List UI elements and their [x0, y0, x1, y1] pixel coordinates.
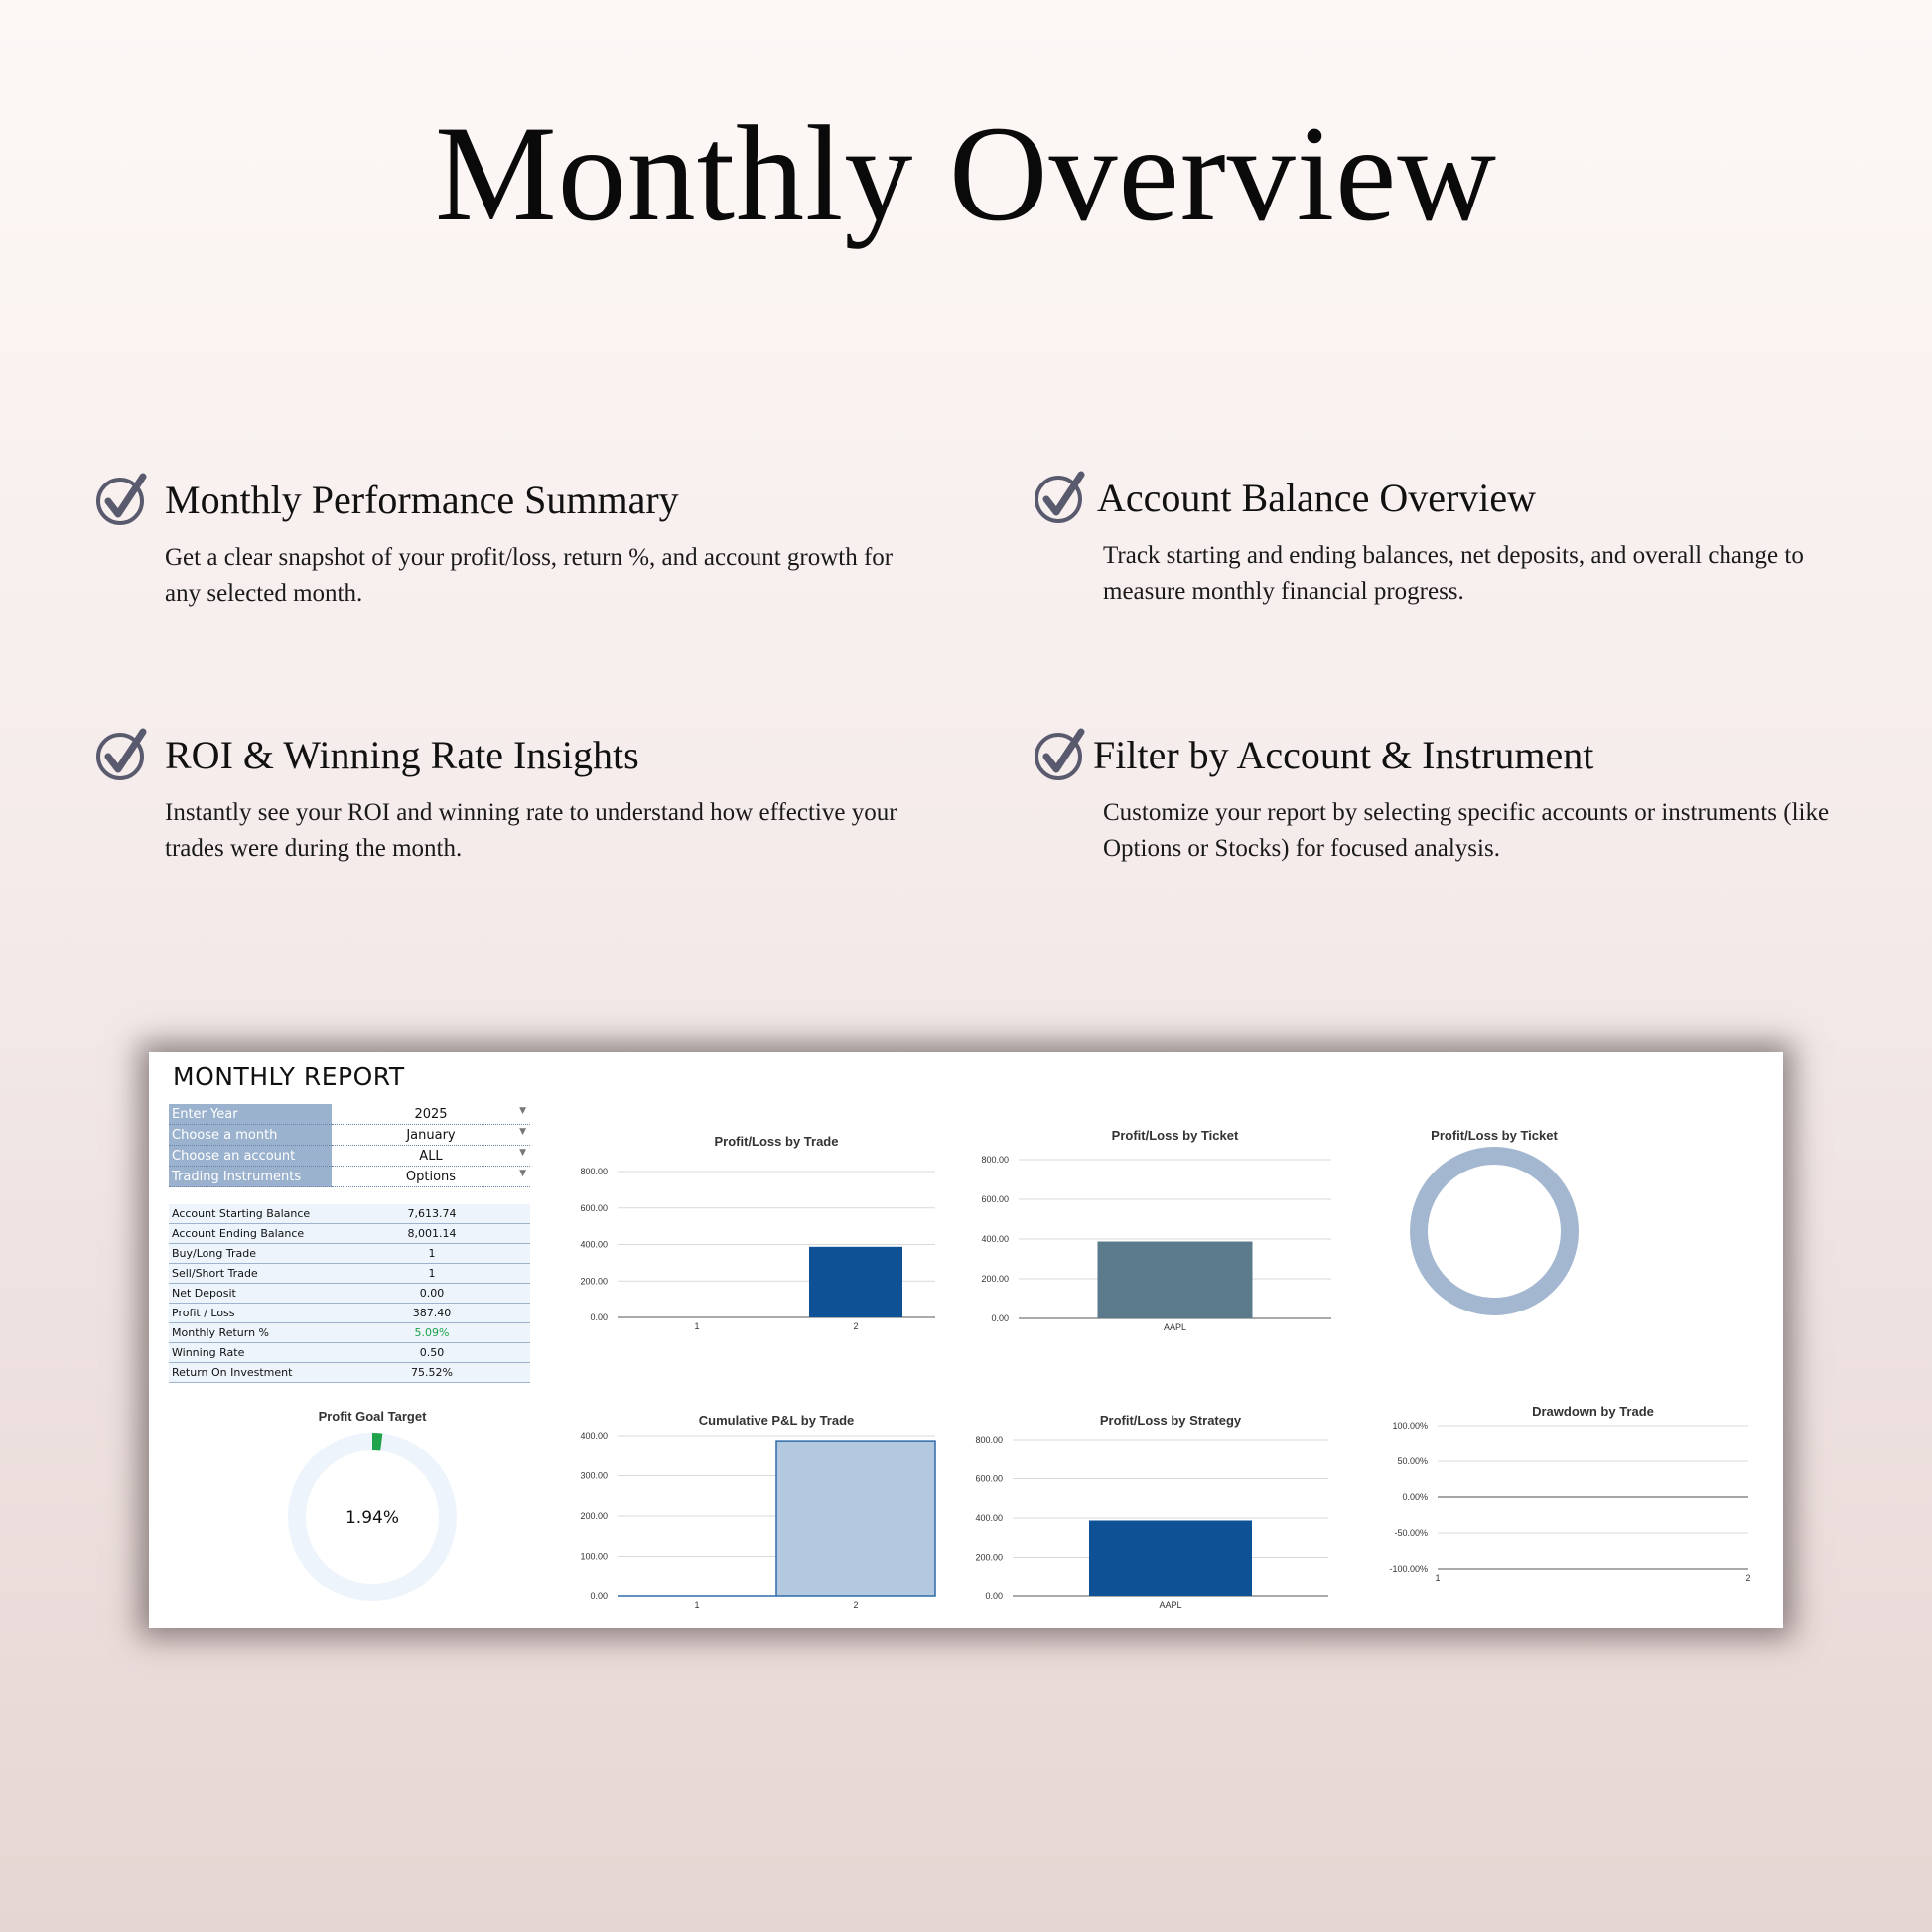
- stat-label: Monthly Return %: [169, 1323, 334, 1343]
- selector-label: Choose a month: [169, 1125, 332, 1146]
- y-tick-label: 800.00: [981, 1155, 1009, 1165]
- dropdown-arrow-icon: ▼: [519, 1169, 526, 1178]
- monthly-report-card: [149, 1052, 1783, 1628]
- feature-description: Customize your report by selecting specific accounts or instruments (like Options or Stocks) for focused analysis.: [1103, 799, 1830, 862]
- pie-slice-achieved: [372, 1442, 381, 1443]
- y-tick-label: 400.00: [580, 1239, 608, 1250]
- stat-label: Winning Rate: [169, 1343, 334, 1363]
- chart-profit-loss-by-strategy: [971, 1408, 1358, 1621]
- chart-title: Drawdown by Trade: [1532, 1404, 1654, 1419]
- check-circle-icon: [1034, 728, 1087, 781]
- selector-value: ALL: [419, 1148, 443, 1164]
- stat-value: 75.52%: [334, 1363, 530, 1383]
- report-selectors: [169, 1104, 530, 1187]
- chart-cumulative-pnl-by-trade: [556, 1408, 943, 1621]
- stat-value: 1: [334, 1264, 530, 1284]
- y-tick-label: -50.00%: [1394, 1528, 1428, 1538]
- chart-drawdown-by-trade: [1388, 1402, 1755, 1620]
- feature-title: ROI & Winning Rate Insights: [165, 733, 639, 777]
- selector-value: Options: [405, 1169, 457, 1184]
- year-select[interactable]: [332, 1104, 530, 1125]
- y-tick-label: 0.00: [590, 1591, 608, 1601]
- y-tick-label: 800.00: [580, 1167, 608, 1176]
- chart-title: Cumulative P&L by Trade: [698, 1413, 855, 1428]
- x-tick-label: 2: [853, 1600, 859, 1610]
- selector-row-month: [169, 1125, 530, 1146]
- y-tick-label: 0.00: [590, 1312, 608, 1322]
- check-circle-icon: [95, 728, 149, 781]
- stat-label: Profit / Loss: [169, 1304, 334, 1323]
- selector-row-account: [169, 1146, 530, 1167]
- chart-title: Profit/Loss by Trade: [714, 1134, 839, 1149]
- y-tick-label: 600.00: [580, 1202, 608, 1213]
- x-tick-label: AAPL: [1163, 1322, 1187, 1332]
- report-stats: [169, 1204, 530, 1383]
- y-tick-label: 400.00: [981, 1234, 1009, 1244]
- y-tick-label: 0.00: [991, 1313, 1009, 1323]
- stat-row: [169, 1224, 530, 1244]
- stat-value: 7,613.74: [334, 1204, 530, 1224]
- x-tick-label: 2: [853, 1321, 859, 1331]
- stat-label: Buy/Long Trade: [169, 1244, 334, 1264]
- y-tick-label: 200.00: [580, 1511, 608, 1521]
- chart-profit-loss-by-ticket-pie: [1365, 1120, 1623, 1318]
- y-tick-label: 800.00: [975, 1435, 1003, 1445]
- feature-description: Instantly see your ROI and winning rate to understand how effective your trades were during the month.: [165, 799, 897, 862]
- instrument-select[interactable]: [332, 1167, 530, 1187]
- chart-profit-goal-target: [278, 1408, 467, 1606]
- x-tick-label: 2: [1745, 1573, 1751, 1583]
- stat-label: Account Starting Balance: [169, 1204, 334, 1224]
- y-tick-label: 300.00: [580, 1470, 608, 1481]
- stat-value: 1: [334, 1244, 530, 1264]
- y-tick-label: 200.00: [580, 1276, 608, 1287]
- feature-title: Filter by Account & Instrument: [1093, 733, 1594, 777]
- selector-label: Trading Instruments: [169, 1167, 332, 1187]
- feature-description: Get a clear snapshot of your profit/loss, return %, and account growth for any selected month.: [165, 544, 894, 607]
- stat-row: [169, 1244, 530, 1264]
- stat-row: [169, 1264, 530, 1284]
- stat-value: 8,001.14: [334, 1224, 530, 1244]
- selector-row-instrument: [169, 1167, 530, 1187]
- selector-label: Choose an account: [169, 1146, 332, 1167]
- stat-row: [169, 1363, 530, 1383]
- selector-row-year: [169, 1104, 530, 1125]
- y-tick-label: 0.00: [985, 1591, 1003, 1601]
- y-tick-label: 400.00: [580, 1431, 608, 1441]
- chart-profit-loss-by-trade: [556, 1127, 943, 1340]
- check-circle-icon: [1034, 471, 1087, 524]
- y-tick-label: 600.00: [981, 1194, 1009, 1204]
- y-tick-label: -100.00%: [1389, 1564, 1428, 1574]
- stat-value: 387.40: [334, 1304, 530, 1323]
- area-series: [618, 1441, 935, 1596]
- stat-value: 0.50: [334, 1343, 530, 1363]
- y-tick-label: 400.00: [975, 1513, 1003, 1523]
- x-tick-label: AAPL: [1159, 1600, 1182, 1610]
- x-tick-label: 1: [1435, 1573, 1441, 1583]
- stat-row: [169, 1343, 530, 1363]
- chart-title: Profit/Loss by Ticket: [1431, 1128, 1558, 1143]
- y-tick-label: 200.00: [981, 1274, 1009, 1284]
- feature-description: Track starting and ending balances, net deposits, and overall change to measure monthly financial progress.: [1103, 542, 1804, 605]
- stat-row: [169, 1304, 530, 1323]
- y-tick-label: 100.00: [580, 1551, 608, 1562]
- report-title: MONTHLY REPORT: [173, 1062, 405, 1091]
- stat-label: Sell/Short Trade: [169, 1264, 334, 1284]
- stat-label: Account Ending Balance: [169, 1224, 334, 1244]
- month-select[interactable]: [332, 1125, 530, 1146]
- check-circle-icon: [95, 473, 149, 526]
- pie-slice: [1419, 1156, 1570, 1307]
- selector-value: January: [406, 1127, 456, 1143]
- account-select[interactable]: [332, 1146, 530, 1167]
- chart-title: Profit/Loss by Strategy: [1099, 1413, 1242, 1428]
- y-tick-label: 100.00%: [1392, 1421, 1428, 1431]
- page-title: Monthly Overview: [434, 97, 1497, 249]
- stat-label: Net Deposit: [169, 1284, 334, 1304]
- stat-row: [169, 1323, 530, 1343]
- y-tick-label: 0.00%: [1402, 1492, 1428, 1502]
- y-tick-label: 200.00: [975, 1552, 1003, 1563]
- bar: [1098, 1242, 1253, 1318]
- x-tick-label: 1: [694, 1600, 700, 1610]
- feature-title: Account Balance Overview: [1097, 476, 1537, 520]
- y-tick-label: 50.00%: [1397, 1456, 1428, 1466]
- stat-value: 0.00: [334, 1284, 530, 1304]
- y-tick-label: 600.00: [975, 1473, 1003, 1484]
- bar: [809, 1247, 902, 1317]
- chart-title: Profit/Loss by Ticket: [1111, 1128, 1239, 1143]
- stat-value-monthly-return: 5.09%: [334, 1323, 530, 1343]
- goal-center-label: 1.94%: [345, 1508, 400, 1528]
- feature-title: Monthly Performance Summary: [165, 478, 679, 522]
- dropdown-arrow-icon: ▼: [519, 1127, 526, 1137]
- chart-title: Profit Goal Target: [318, 1409, 427, 1424]
- dropdown-arrow-icon: ▼: [519, 1148, 526, 1158]
- dropdown-arrow-icon: ▼: [519, 1106, 526, 1116]
- stat-row: [169, 1284, 530, 1304]
- chart-profit-loss-by-ticket-bar: [971, 1120, 1338, 1338]
- stat-label: Return On Investment: [169, 1363, 334, 1383]
- bar: [1089, 1520, 1252, 1596]
- selector-label: Enter Year: [169, 1104, 332, 1125]
- selector-value: 2025: [414, 1106, 448, 1122]
- stat-row: [169, 1204, 530, 1224]
- x-tick-label: 1: [694, 1321, 700, 1331]
